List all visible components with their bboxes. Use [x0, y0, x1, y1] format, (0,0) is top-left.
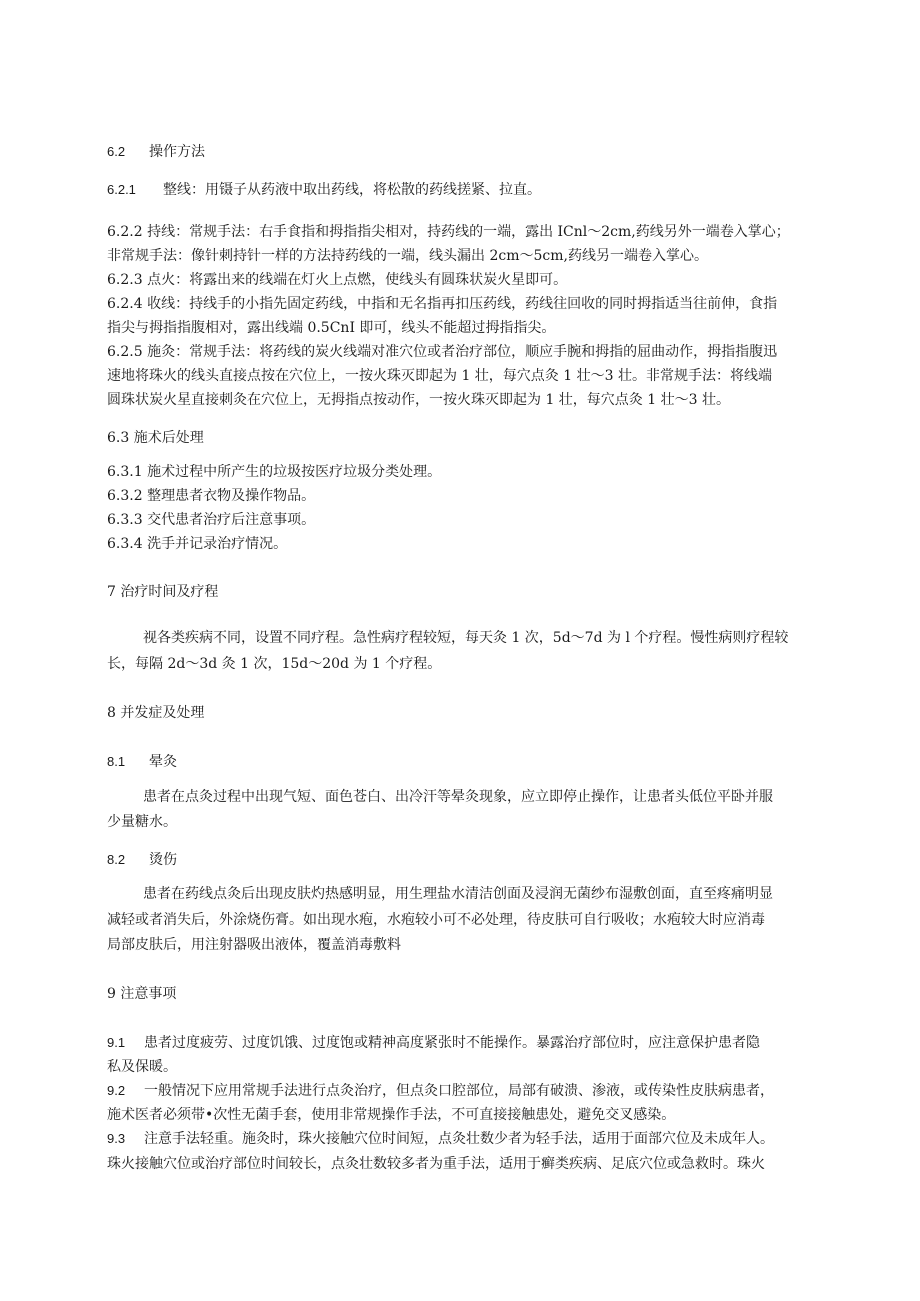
section-6-3-4: 6.3.4 洗手并记录治疗情况。 — [107, 536, 288, 552]
section-7-paragraph-line-2: 长，每隔 2d～3d 灸 1 次，15d～20d 为 1 个疗程。 — [107, 656, 442, 672]
section-number: 9.3 — [107, 1131, 126, 1146]
section-7-heading: 7 治疗时间及疗程 — [107, 584, 219, 600]
section-number: 8.2 — [107, 852, 126, 867]
section-6-2-3-line-1: 6.2.3 点火：将露出来的线端在灯火上点燃，使线头有圆珠状炭火星即可。 — [107, 272, 568, 288]
section-title: 晕灸 — [149, 754, 177, 770]
section-6-2-5-line-1: 6.2.5 施灸：常规手法：将药线的炭火线端对准穴位或者治疗部位，顺应手腕和拇指的屈曲动作，拇指指腹迅 — [107, 344, 778, 360]
section-title: 烫伤 — [149, 852, 177, 868]
section-9-heading: 9 注意事项 — [107, 986, 177, 1002]
section-6-2-4-line-2: 指尖与拇指指腹相对，露出线端 0.5CnI 即可，线头不能超过拇指指尖。 — [107, 320, 556, 336]
section-8-2-paragraph-line-3: 局部皮肤后，用注射器吸出液体，覆盖消毒敷料 — [107, 937, 401, 953]
section-number: 6.2.1 — [107, 182, 136, 197]
section-9-1-line-2: 私及保暖。 — [107, 1059, 177, 1075]
section-6-2-1 — [107, 180, 842, 200]
section-text: 患者过度疲劳、过度饥饿、过度饱或精神高度紧张时不能操作。暴露治疗部位时，应注意保护患者隐 — [144, 1035, 760, 1051]
section-8-2-paragraph-line-1: 患者在药线点灸后出现皮肤灼热感明显，用生理盐水清洁创面及浸润无菌纱布湿敷创面，直至疼痛明显 — [143, 886, 773, 902]
section-9-1-line-1 — [107, 1033, 842, 1053]
section-6-3-1: 6.3.1 施术过程中所产生的垃圾按医疗垃圾分类处理。 — [107, 464, 442, 480]
section-8-2-paragraph-line-2: 减轻或者消失后，外涂烧伤膏。如出现水疱，水疱较小可不必处理，待皮肤可自行吸收；水疱较大时应消毒 — [107, 912, 765, 928]
section-9-2-line-2: 施术医者必须带•次性无菌手套，使用非常规操作手法，不可直接接触患处，避免交叉感染。 — [107, 1107, 676, 1123]
section-text: 整线：用镊子从药液中取出药线，将松散的药线搓紧、拉直。 — [163, 182, 541, 198]
section-6-3-3: 6.3.3 交代患者治疗后注意事项。 — [107, 512, 316, 528]
section-number: 8.1 — [107, 754, 126, 769]
section-9-3-line-2: 珠火接触穴位或治疗部位时间较长，点灸壮数较多者为重手法，适用于癣类疾病、足底穴位或急救时。珠火 — [107, 1156, 765, 1172]
section-8-1-heading — [107, 752, 842, 772]
section-8-1-paragraph-line-2: 少量糖水。 — [107, 814, 177, 830]
section-7-paragraph-line-1: 视各类疾病不同，设置不同疗程。急性病疗程较短，每天灸 1 次，5d～7d 为 l 个疗程。慢性病则疗程较 — [143, 630, 789, 646]
section-6-2-heading — [107, 142, 842, 162]
section-6-2-2-line-2: 非常规手法：像针刺持针一样的方法持药线的一端，线头漏出 2cm～5cm,药线另一端卷入掌心。 — [107, 248, 708, 264]
section-text: 注意手法轻重。施灸时，珠火接触穴位时间短，点灸壮数少者为轻手法，适用于面部穴位及未成年人。 — [144, 1131, 774, 1147]
section-9-3-line-1 — [107, 1129, 842, 1149]
section-title: 操作方法 — [149, 144, 205, 160]
section-9-2-line-1 — [107, 1081, 842, 1101]
section-number: 6.2 — [107, 144, 126, 159]
section-number: 9.2 — [107, 1083, 126, 1098]
section-8-heading: 8 并发症及处理 — [107, 705, 205, 721]
section-6-3-2: 6.3.2 整理患者衣物及操作物品。 — [107, 488, 316, 504]
section-6-2-5-line-2: 速地将珠火的线头直接点按在穴位上，一按火珠灭即起为 1 壮，每穴点灸 1 壮～3 壮。非常规手法：将线端 — [107, 368, 772, 384]
section-8-1-paragraph-line-1: 患者在点灸过程中出现气短、面色苍白、出冷汗等晕灸现象，应立即停止操作，让患者头低位平卧并服 — [143, 789, 773, 805]
section-6-3-heading: 6.3 施术后处理 — [107, 430, 204, 446]
section-6-2-2-line-1: 6.2.2 持线：常规手法：右手食指和拇指指尖相对，持药线的一端，露出 ICnl～2cm,药线另外一端卷入掌心； — [107, 224, 790, 240]
section-8-2-heading — [107, 850, 842, 870]
section-6-2-4-line-1: 6.2.4 收线：持线手的小指先固定药线，中指和无名指再扣压药线，药线往回收的同时拇指适当往前伸，食指 — [107, 296, 778, 312]
section-text: 一般情况下应用常规手法进行点灸治疗，但点灸口腔部位，局部有破溃、渗液，或传染性皮肤病患者， — [144, 1083, 774, 1099]
section-6-2-5-line-3: 圆珠状炭火星直接刺灸在穴位上，无拇指点按动作，一按火珠灭即起为 1 壮，每穴点灸 1 壮～3 壮。 — [107, 392, 730, 408]
section-number: 9.1 — [107, 1035, 126, 1050]
